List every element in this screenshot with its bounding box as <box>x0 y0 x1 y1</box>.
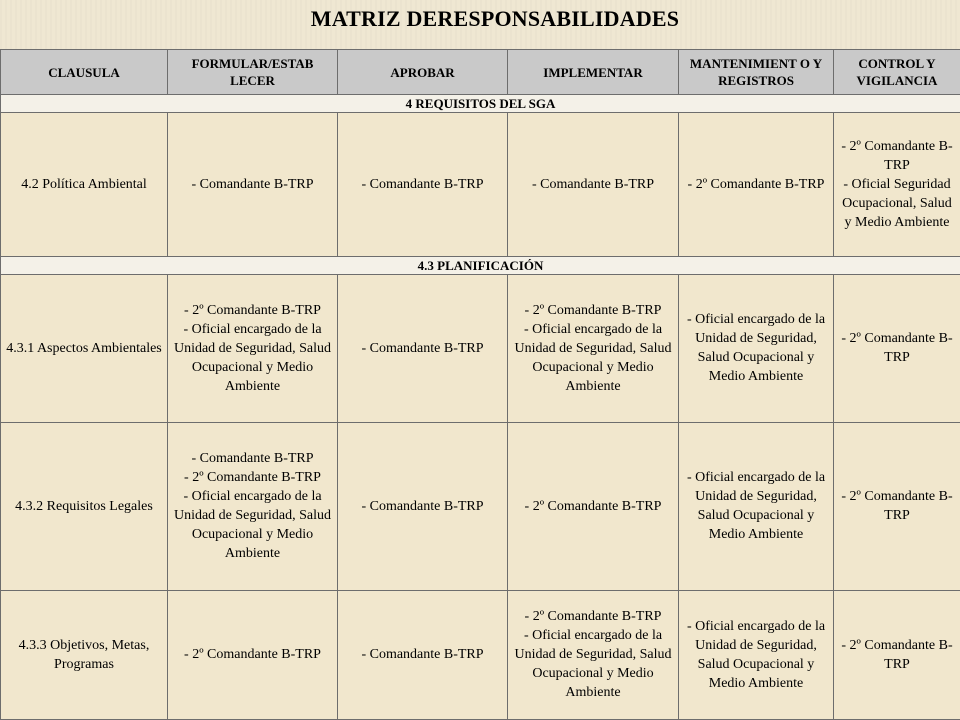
table-cell-aprobar: - Comandante B-TRP <box>338 113 508 257</box>
section-header-row <box>1 256 960 274</box>
table-cell-clausula: 4.2 Política Ambiental <box>1 113 168 257</box>
header-cell-formular: FORMULAR/ESTAB LECER <box>168 50 338 95</box>
table-row <box>1 275 960 423</box>
table-cell-clausula: 4.3.2 Requisitos Legales <box>1 422 168 590</box>
table-cell-formular: - Comandante B-TRP <box>168 113 338 257</box>
header-cell-aprobar: APROBAR <box>338 50 508 95</box>
responsibility-matrix-table <box>0 49 960 720</box>
section-title: 4 REQUISITOS DEL SGA <box>1 95 960 113</box>
table-cell-mantenimiento: - Oficial encargado de la Unidad de Seguridad, Salud Ocupacional y Medio Ambiente <box>679 422 834 590</box>
table-cell-clausula: 4.3.3 Objetivos, Metas, Programas <box>1 590 168 719</box>
header-cell-control: CONTROL Y VIGILANCIA <box>834 50 960 95</box>
table-cell-formular: - 2º Comandante B-TRP - Oficial encargado de la Unidad de Seguridad, Salud Ocupacional y Medio Ambiente <box>168 275 338 423</box>
table-cell-mantenimiento: - 2º Comandante B-TRP <box>679 113 834 257</box>
table-cell-clausula: 4.3.1 Aspectos Ambientales <box>1 275 168 423</box>
table-cell-implementar: - 2º Comandante B-TRP - Oficial encargado de la Unidad de Seguridad, Salud Ocupacional y Medio Ambiente <box>508 590 679 719</box>
table-row <box>1 113 960 257</box>
table-cell-aprobar: - Comandante B-TRP <box>338 422 508 590</box>
table-cell-mantenimiento: - Oficial encargado de la Unidad de Seguridad, Salud Ocupacional y Medio Ambiente <box>679 590 834 719</box>
table-cell-aprobar: - Comandante B-TRP <box>338 590 508 719</box>
table-cell-implementar: - 2º Comandante B-TRP <box>508 422 679 590</box>
header-cell-clausula: CLAUSULA <box>1 50 168 95</box>
header-cell-implementar: IMPLEMENTAR <box>508 50 679 95</box>
table-cell-control: - 2º Comandante B-TRP - Oficial Seguridad Ocupacional, Salud y Medio Ambiente <box>834 113 960 257</box>
table-cell-aprobar: - Comandante B-TRP <box>338 275 508 423</box>
table-row <box>1 590 960 719</box>
table-cell-control: - 2º Comandante B-TRP <box>834 275 960 423</box>
table-cell-control: - 2º Comandante B-TRP <box>834 590 960 719</box>
page-title: MATRIZ DERESPONSABILIDADES <box>310 6 680 31</box>
table-cell-implementar: - Comandante B-TRP <box>508 113 679 257</box>
table-cell-formular: - Comandante B-TRP - 2º Comandante B-TRP - Oficial encargado de la Unidad de Seguridad, Salud Ocupacional y Medio Ambiente <box>168 422 338 590</box>
table-cell-mantenimiento: - Oficial encargado de la Unidad de Seguridad, Salud Ocupacional y Medio Ambiente <box>679 275 834 423</box>
table-row <box>1 422 960 590</box>
table-cell-formular: - 2º Comandante B-TRP <box>168 590 338 719</box>
header-cell-mantenimiento: MANTENIMIENT O Y REGISTROS <box>679 50 834 95</box>
table-cell-control: - 2º Comandante B-TRP <box>834 422 960 590</box>
section-title: 4.3 PLANIFICACIÓN <box>1 256 960 274</box>
section-header-row <box>1 95 960 113</box>
header-row <box>1 50 960 95</box>
table-cell-implementar: - 2º Comandante B-TRP - Oficial encargado de la Unidad de Seguridad, Salud Ocupacional y Medio Ambiente <box>508 275 679 423</box>
